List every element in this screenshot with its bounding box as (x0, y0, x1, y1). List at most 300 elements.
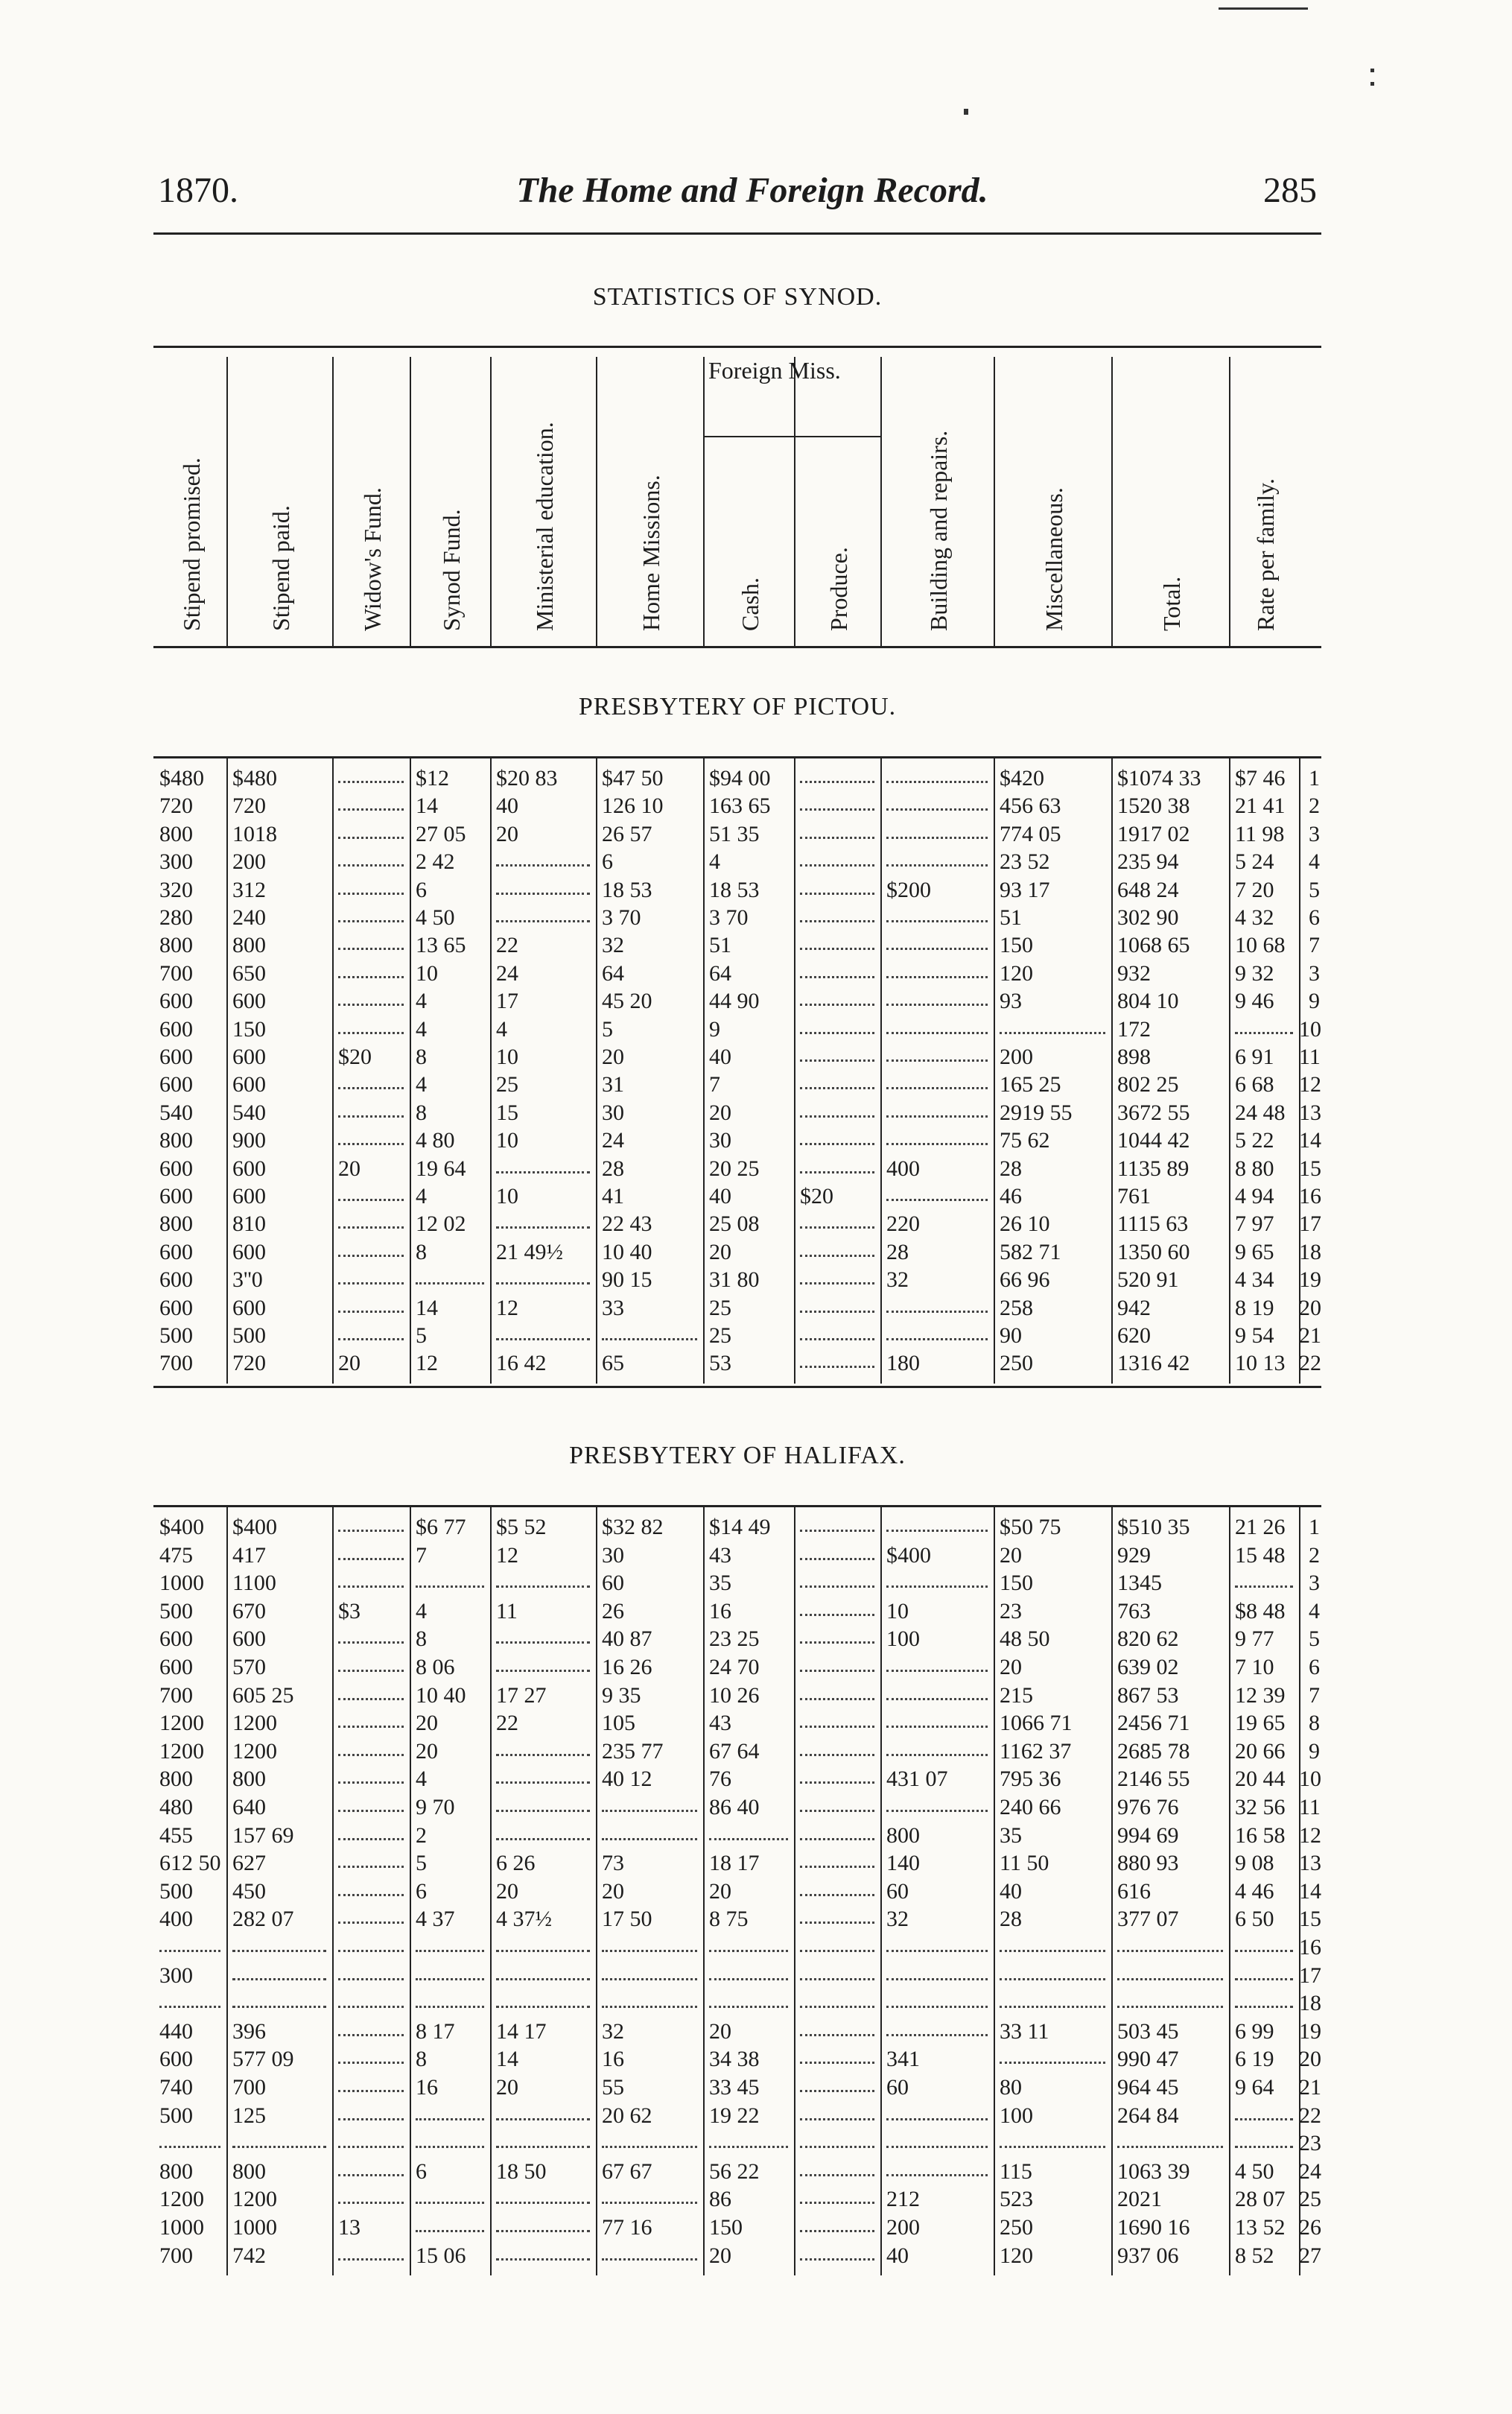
cell-home-missions: 40 87 (602, 1626, 652, 1652)
cell-ministerial-education: 10 (496, 1045, 518, 1069)
cell-building-and-repairs: $400 (886, 1542, 931, 1568)
leader-dots (800, 1978, 874, 1980)
leader-dots (416, 2118, 484, 2120)
cell-total: 616 (1117, 1878, 1151, 1904)
cell-cash: 25 (709, 1295, 731, 1320)
leader-dots (800, 1950, 874, 1952)
cell-stipend-paid: 3''0 (232, 1267, 263, 1293)
column-header-home-missions: Home Missions. (638, 475, 664, 631)
leader-dots (886, 1978, 988, 1980)
cell-miscellaneous: 1162 37 (1000, 1738, 1072, 1764)
cell-stipend-promised: 300 (159, 1962, 193, 1988)
leader-dots (800, 2258, 874, 2261)
column-header-miscellaneous: Miscellaneous. (1041, 487, 1067, 631)
cell-total: 1044 42 (1117, 1128, 1190, 1153)
cell-building-and-repairs: 32 (886, 1907, 909, 1932)
row-number: 21 (1299, 1323, 1321, 1348)
cell-home-missions: 20 62 (602, 2103, 652, 2128)
leader-dots (338, 864, 404, 867)
table-row (153, 764, 1321, 792)
cell-miscellaneous: 200 (1000, 1045, 1033, 1069)
cell-produce: $20 (800, 1184, 833, 1208)
cell-synod-fund: 4 (416, 1598, 427, 1623)
cell-cash: 51 35 (709, 821, 760, 846)
cell-synod-fund: 20 (416, 1738, 438, 1764)
cell-home-missions: 60 (602, 1571, 624, 1596)
cell-home-missions: 17 50 (602, 1907, 652, 1932)
table-row (153, 1071, 1321, 1098)
leader-dots (800, 808, 874, 811)
table-row (153, 1709, 1321, 1737)
column-divider (703, 357, 705, 646)
cell-ministerial-education: $5 52 (496, 1515, 547, 1539)
cell-rate-per-family: 24 48 (1235, 1100, 1286, 1125)
leader-dots (800, 1894, 874, 1896)
cell-rate-per-family: 8 19 (1235, 1295, 1274, 1320)
leader-dots (800, 1641, 874, 1644)
cell-synod-fund: 14 (416, 1295, 438, 1320)
cell-synod-fund: 14 (416, 793, 438, 819)
cell-home-missions: 9 35 (602, 1682, 641, 1708)
cell-stipend-paid: 150 (232, 1016, 266, 1042)
leader-dots (800, 1922, 874, 1924)
leader-dots (232, 1950, 326, 1952)
leader-dots (800, 2174, 874, 2176)
leader-dots (338, 893, 404, 895)
leader-dots (338, 1866, 404, 1868)
cell-stipend-promised: 1200 (159, 1711, 204, 1736)
cell-ministerial-education: 4 (496, 1016, 507, 1042)
row-number: 15 (1299, 1156, 1321, 1181)
cell-miscellaneous: 51 (1000, 905, 1022, 930)
cell-stipend-paid: 600 (232, 1184, 266, 1208)
cell-rate-per-family: 9 54 (1235, 1323, 1274, 1348)
leader-dots (338, 1087, 404, 1089)
cell-rate-per-family: 10 68 (1235, 933, 1286, 958)
cell-stipend-promised: 400 (159, 1907, 193, 1932)
cell-rate-per-family: 20 44 (1235, 1767, 1286, 1792)
table-row (153, 2045, 1321, 2073)
cell-total: 264 84 (1117, 2103, 1179, 2128)
table-row (153, 2185, 1321, 2213)
row-number: 10 (1299, 1767, 1321, 1792)
cell-home-missions: 22 43 (602, 1211, 652, 1237)
cell-total: 898 (1117, 1045, 1151, 1069)
cell-stipend-paid: 600 (232, 1295, 266, 1320)
cell-miscellaneous: 258 (1000, 1295, 1033, 1320)
cell-rate-per-family: 13 52 (1235, 2215, 1286, 2240)
cell-miscellaneous: 115 (1000, 2158, 1032, 2184)
cell-total: 994 69 (1117, 1822, 1179, 1848)
cell-miscellaneous: 2919 55 (1000, 1100, 1073, 1125)
cell-stipend-promised: 300 (159, 849, 193, 875)
cell-miscellaneous: 23 52 (1000, 849, 1050, 875)
row-number: 20 (1299, 1295, 1321, 1320)
table-row (153, 931, 1321, 959)
leader-dots (338, 1641, 404, 1644)
leader-dots (338, 976, 404, 978)
cell-stipend-promised: $480 (159, 766, 204, 791)
cell-stipend-paid: 720 (232, 793, 266, 819)
pictou-table (153, 756, 1321, 1388)
cell-rate-per-family: 7 20 (1235, 877, 1274, 902)
leader-dots (159, 2006, 220, 2008)
cell-stipend-paid: 1200 (232, 1738, 277, 1764)
leader-dots (416, 1978, 484, 1980)
row-number: 2 (1309, 793, 1320, 819)
cell-stipend-promised: 1000 (159, 1571, 204, 1596)
cell-ministerial-education: 16 42 (496, 1351, 547, 1376)
cell-cash: 30 (709, 1128, 731, 1153)
foreign-missions-rule (703, 436, 880, 437)
leader-dots (886, 1032, 988, 1034)
cell-total: 2456 71 (1117, 1711, 1190, 1736)
cell-rate-per-family: 9 65 (1235, 1239, 1274, 1264)
leader-dots (496, 2146, 590, 2148)
cell-stipend-promised: 280 (159, 905, 193, 930)
cell-cash: 40 (709, 1184, 731, 1208)
cell-synod-fund: 4 (416, 1072, 427, 1097)
cell-stipend-paid: 1000 (232, 2215, 277, 2240)
cell-total: 2685 78 (1117, 1738, 1190, 1764)
leader-dots (1235, 1950, 1293, 1952)
cell-stipend-paid: 605 25 (232, 1682, 294, 1708)
cell-stipend-paid: 417 (232, 1542, 266, 1568)
leader-dots (886, 1530, 988, 1532)
cell-synod-fund: 8 (416, 2047, 427, 2072)
cell-total: 302 90 (1117, 905, 1179, 930)
cell-miscellaneous: 100 (1000, 2103, 1033, 2128)
cell-stipend-paid: 800 (232, 1767, 266, 1792)
leader-dots (800, 1698, 874, 1700)
table-row (153, 2129, 1321, 2157)
cell-rate-per-family: 4 32 (1235, 905, 1274, 930)
cell-stipend-promised: 500 (159, 1323, 193, 1348)
cell-building-and-repairs: 220 (886, 1211, 920, 1237)
leader-dots (886, 1754, 988, 1756)
row-number: 7 (1309, 1682, 1320, 1708)
cell-cash: $14 49 (709, 1515, 771, 1539)
cell-building-and-repairs: 10 (886, 1598, 909, 1623)
leader-dots (886, 1004, 988, 1006)
cell-home-missions: 10 40 (602, 1239, 652, 1264)
leader-dots (496, 2118, 590, 2120)
page-speck (1219, 7, 1308, 10)
leader-dots (886, 1087, 988, 1089)
cell-stipend-paid: $400 (232, 1515, 277, 1539)
cell-synod-fund: 8 (416, 1626, 427, 1652)
cell-miscellaneous: 23 (1000, 1598, 1022, 1623)
cell-total: 620 (1117, 1323, 1151, 1348)
table-row (153, 1878, 1321, 1905)
row-number: 8 (1309, 1711, 1320, 1736)
leader-dots (1235, 2118, 1293, 2120)
cell-stipend-paid: 1100 (232, 1571, 276, 1596)
cell-rate-per-family: 6 50 (1235, 1907, 1274, 1932)
cell-cash: 18 17 (709, 1851, 760, 1876)
leader-dots (338, 781, 404, 783)
cell-ministerial-education: 21 49½ (496, 1239, 563, 1264)
cell-total: 867 53 (1117, 1682, 1179, 1708)
column-header-rate-per-family: Rate per family. (1252, 478, 1279, 631)
leader-dots (338, 920, 404, 922)
cell-ministerial-education: 4 37½ (496, 1907, 552, 1932)
cell-rate-per-family: $7 46 (1235, 766, 1286, 791)
table-row (153, 1513, 1321, 1541)
cell-building-and-repairs: 60 (886, 2075, 909, 2100)
leader-dots (338, 1311, 404, 1313)
cell-total: 976 76 (1117, 1795, 1179, 1819)
row-number: 20 (1299, 2047, 1321, 2072)
leader-dots (800, 1754, 874, 1756)
column-divider (1111, 357, 1113, 646)
cell-rate-per-family: 5 22 (1235, 1128, 1274, 1153)
column-divider (226, 357, 228, 646)
leader-dots (416, 2230, 484, 2232)
cell-stipend-paid: 900 (232, 1128, 266, 1153)
cell-total: 3672 55 (1117, 1100, 1190, 1125)
cell-ministerial-education: 11 (496, 1598, 518, 1623)
leader-dots (886, 1950, 988, 1952)
table-row (153, 2242, 1321, 2269)
cell-ministerial-education: 14 (496, 2047, 518, 2072)
cell-total: 964 45 (1117, 2075, 1179, 2100)
cell-ministerial-education: 12 (496, 1295, 518, 1320)
cell-home-missions: 24 (602, 1128, 624, 1153)
cell-synod-fund: 10 40 (416, 1682, 466, 1708)
leader-dots (232, 2006, 326, 2008)
leader-dots (416, 1282, 484, 1284)
cell-stipend-paid: 650 (232, 960, 266, 986)
cell-miscellaneous: 75 62 (1000, 1128, 1050, 1153)
row-number: 26 (1299, 2215, 1321, 2240)
table-row (153, 1849, 1321, 1877)
leader-dots (416, 2006, 484, 2008)
cell-rate-per-family: 7 10 (1235, 1655, 1274, 1679)
leader-dots (338, 1143, 404, 1145)
cell-miscellaneous: 774 05 (1000, 821, 1061, 846)
cell-synod-fund: 20 (416, 1711, 438, 1736)
cell-total: 1115 63 (1117, 1211, 1189, 1237)
cell-home-missions: 45 20 (602, 989, 652, 1014)
cell-building-and-repairs: 341 (886, 2047, 920, 2072)
cell-stipend-promised: 500 (159, 2103, 193, 2128)
leader-dots (886, 864, 988, 867)
cell-total: 1316 42 (1117, 1351, 1190, 1376)
journal-title: The Home and Foreign Record. (516, 171, 988, 210)
cell-stipend-paid: 640 (232, 1795, 266, 1819)
leader-dots (886, 976, 988, 978)
leader-dots (338, 1810, 404, 1812)
cell-home-missions: 33 (602, 1295, 624, 1320)
leader-dots (496, 1754, 590, 1756)
leader-dots (338, 2258, 404, 2261)
cell-stipend-paid: 1200 (232, 2187, 277, 2212)
cell-home-missions: 67 67 (602, 2158, 652, 2184)
cell-home-missions: 77 16 (602, 2215, 652, 2240)
leader-dots (800, 1810, 874, 1812)
leader-dots (800, 1004, 874, 1006)
cell-rate-per-family: 10 13 (1235, 1351, 1286, 1376)
row-number: 6 (1309, 1655, 1320, 1679)
cell-synod-fund: 2 (416, 1822, 427, 1848)
cell-total: 990 47 (1117, 2047, 1179, 2072)
leader-dots (338, 1585, 404, 1588)
cell-home-missions: 18 53 (602, 877, 652, 902)
leader-dots (886, 920, 988, 922)
leader-dots (800, 1255, 874, 1257)
cell-ministerial-education: $20 83 (496, 766, 558, 791)
leader-dots (159, 1950, 220, 1952)
column-divider (880, 357, 882, 646)
column-header (153, 346, 1321, 648)
table-row (153, 1349, 1321, 1377)
leader-dots (496, 1171, 590, 1173)
leader-dots (338, 1894, 404, 1896)
cell-stipend-paid: $480 (232, 766, 277, 791)
cell-synod-fund: 12 02 (416, 1211, 466, 1237)
cell-building-and-repairs: 28 (886, 1239, 909, 1264)
cell-ministerial-education: 10 (496, 1128, 518, 1153)
pictou-title: PRESBYTERY OF PICTOU. (578, 693, 897, 720)
leader-dots (886, 1810, 988, 1812)
cell-miscellaneous: $420 (1000, 766, 1044, 791)
cell-stipend-paid: 600 (232, 1045, 266, 1069)
column-divider (794, 357, 795, 646)
cell-synod-fund: 8 (416, 1045, 427, 1069)
cell-cash: 9 (709, 1016, 720, 1042)
row-number: 17 (1299, 1211, 1321, 1237)
table-row (153, 1597, 1321, 1625)
cell-home-missions: 40 12 (602, 1767, 652, 1792)
cell-home-missions: 26 (602, 1598, 624, 1623)
row-number: 14 (1299, 1878, 1321, 1904)
leader-dots (338, 808, 404, 811)
cell-cash: 20 (709, 2243, 731, 2268)
leader-dots (709, 2006, 788, 2008)
leader-dots (800, 1530, 874, 1532)
leader-dots (800, 2230, 874, 2232)
column-header-widow-s-fund: Widow's Fund. (359, 487, 386, 631)
cell-rate-per-family: 9 46 (1235, 989, 1274, 1014)
table-row (153, 1043, 1321, 1071)
leader-dots (800, 1087, 874, 1089)
cell-miscellaneous: 795 36 (1000, 1767, 1061, 1792)
cell-synod-fund: 16 (416, 2075, 438, 2100)
leader-dots (886, 1670, 988, 1672)
cell-stipend-paid: 1018 (232, 821, 277, 846)
cell-synod-fund: 10 (416, 960, 438, 986)
cell-ministerial-education: 17 (496, 989, 518, 1014)
leader-dots (602, 1838, 697, 1840)
cell-synod-fund: 7 (416, 1542, 427, 1568)
leader-dots (602, 2202, 697, 2204)
cell-cash: 64 (709, 960, 731, 986)
column-header-building-and-repairs: Building and repairs. (925, 430, 952, 631)
leader-dots (416, 2202, 484, 2204)
leader-dots (800, 2146, 874, 2148)
cell-stipend-paid: 1200 (232, 1711, 277, 1736)
cell-miscellaneous: 26 10 (1000, 1211, 1050, 1237)
cell-synod-fund: 5 (416, 1851, 427, 1876)
leader-dots (1235, 2146, 1293, 2148)
table-row (153, 1962, 1321, 1989)
leader-dots (800, 1311, 874, 1313)
cell-stipend-paid: 450 (232, 1878, 266, 1904)
cell-cash: 18 53 (709, 877, 760, 902)
leader-dots (886, 781, 988, 783)
cell-rate-per-family: 9 64 (1235, 2075, 1274, 2100)
leader-dots (496, 1838, 590, 1840)
cell-synod-fund: 9 70 (416, 1795, 455, 1819)
leader-dots (1000, 2006, 1105, 2008)
row-number: 11 (1299, 1045, 1321, 1069)
cell-miscellaneous: 240 66 (1000, 1795, 1061, 1819)
table-row (153, 2018, 1321, 2045)
cell-ministerial-education: 25 (496, 1072, 518, 1097)
cell-stipend-promised: 440 (159, 2018, 193, 2044)
table-row (153, 1905, 1321, 1933)
cell-rate-per-family: 15 48 (1235, 1542, 1286, 1568)
cell-miscellaneous: 93 17 (1000, 877, 1050, 902)
table-row (153, 1682, 1321, 1709)
cell-miscellaneous: 215 (1000, 1682, 1033, 1708)
cell-synod-fund: 6 (416, 877, 427, 902)
cell-synod-fund: 2 42 (416, 849, 455, 875)
cell-miscellaneous: 46 (1000, 1184, 1022, 1208)
leader-dots (338, 2118, 404, 2120)
cell-home-missions: 20 (602, 1045, 624, 1069)
cell-cash: 20 (709, 1100, 731, 1125)
cell-stipend-promised: 800 (159, 1767, 193, 1792)
section-title: STATISTICS OF SYNOD. (592, 283, 883, 311)
cell-cash: 53 (709, 1351, 731, 1376)
leader-dots (800, 948, 874, 950)
leader-dots (338, 1670, 404, 1672)
leader-dots (338, 1115, 404, 1118)
leader-dots (800, 864, 874, 867)
cell-cash: 8 75 (709, 1907, 749, 1932)
cell-stipend-paid: 600 (232, 989, 266, 1014)
page-speck (964, 109, 968, 115)
row-number: 16 (1299, 1184, 1321, 1208)
cell-stipend-paid: 312 (232, 877, 266, 902)
row-number: 13 (1299, 1851, 1321, 1876)
cell-total: 802 25 (1117, 1072, 1179, 1097)
leader-dots (416, 1585, 484, 1588)
table-row (153, 792, 1321, 820)
leader-dots (886, 2006, 988, 2008)
column-divider (596, 357, 597, 646)
leader-dots (800, 2090, 874, 2092)
leader-dots (886, 1311, 988, 1313)
cell-stipend-paid: 600 (232, 1156, 266, 1181)
cell-home-missions: 26 57 (602, 821, 652, 846)
leader-dots (602, 2258, 697, 2261)
table-row (153, 1322, 1321, 1349)
table-row (153, 848, 1321, 875)
cell-miscellaneous: 35 (1000, 1822, 1022, 1848)
leader-dots (602, 1810, 697, 1812)
table-row (153, 1793, 1321, 1821)
cell-stipend-promised: 800 (159, 933, 193, 958)
row-number: 6 (1309, 905, 1320, 930)
row-number: 22 (1299, 1351, 1321, 1376)
cell-cash: 16 (709, 1598, 731, 1623)
leader-dots (800, 2118, 874, 2120)
cell-ministerial-education: 12 (496, 1542, 518, 1568)
table-row (153, 960, 1321, 987)
